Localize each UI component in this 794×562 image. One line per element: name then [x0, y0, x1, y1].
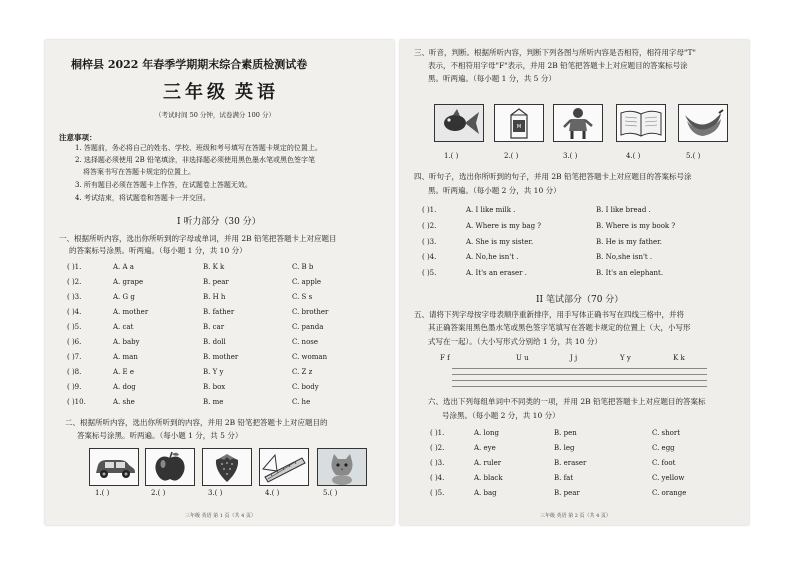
item-number[interactable]: ( )5. — [422, 269, 437, 277]
banana-icon — [679, 105, 727, 141]
q4-row — [400, 253, 749, 265]
q5-instruction: 其正确答案用黑色墨水笔或黑色签字笔填写在答题卡规定的位置上（大，小写形 — [428, 323, 691, 332]
q1-instruction: 一、根据所听内容，选出你所听到的字母或单词，并用 2B 铅笔把答题卡上对应题目 — [59, 234, 337, 243]
part-listening-heading: I 听力部分（30 分） — [177, 217, 261, 227]
q1-instruction: 的答案标号涂黑。听两遍。（每小题 1 分，共 10 分） — [69, 246, 247, 255]
q2-blank[interactable]: 1.( ) — [95, 489, 110, 497]
option-b: B. pen — [554, 429, 577, 437]
option-c: C. Z z — [292, 368, 313, 376]
grade-label: 三年级 — [163, 82, 229, 103]
option-b: B. box — [203, 383, 226, 391]
q1-row — [45, 368, 394, 380]
option-b: B. father — [203, 308, 235, 316]
option-b: B. fat — [554, 474, 574, 482]
note-item: 1. 答题前，务必将自己的姓名、学校、班级和考号填写在答题卡规定的位置上。 — [75, 144, 322, 152]
book-picture — [616, 104, 666, 142]
option-b: B. mother — [203, 353, 239, 361]
item-number[interactable]: ( )1. — [67, 263, 82, 271]
option-a: A. A a — [113, 263, 134, 271]
part-writing-heading: II 笔试部分（70 分） — [536, 295, 624, 305]
q3-blank[interactable]: 4.( ) — [626, 152, 641, 160]
ruler-picture — [259, 448, 309, 486]
q4-instruction: 黑。听两遍。（每小题 2 分，共 10 分） — [428, 186, 561, 195]
q5-instruction: 五、请将下列字母按字母表顺序重新排序，用手写体正确书写在四线三格中，并将 — [414, 310, 684, 319]
option-b: B. leg — [554, 444, 575, 452]
option-b: B. It's an elephant. — [596, 269, 664, 277]
goldfish-picture — [434, 104, 484, 142]
option-c: C. B b — [292, 263, 314, 271]
milk-picture — [494, 104, 544, 142]
option-b: B. H h — [203, 293, 226, 301]
q6-row — [400, 429, 749, 441]
option-b: B. eraser — [554, 459, 587, 467]
option-c: C. orange — [652, 489, 687, 497]
letter-pair: F f — [440, 354, 450, 362]
q3-blank[interactable]: 3.( ) — [563, 152, 578, 160]
strawberry-icon — [203, 449, 251, 485]
option-c: C. yellow — [652, 474, 685, 482]
option-a: A. dog — [113, 383, 136, 391]
notes-heading: 注意事项： — [59, 133, 97, 142]
note-item: 将答案书写在答题卡规定的位置上。 — [83, 168, 195, 176]
option-c: C. apple — [292, 278, 322, 286]
q5-instruction: 式写在一起）。（大小写形式分别给 1 分，共 10 分） — [428, 337, 602, 346]
item-number[interactable]: ( )3. — [430, 459, 445, 467]
option-a: A. mother — [113, 308, 149, 316]
q1-row — [45, 308, 394, 320]
item-number[interactable]: ( )2. — [422, 222, 437, 230]
q2-blank[interactable]: 3.( ) — [208, 489, 223, 497]
option-c: C. short — [652, 429, 681, 437]
letter-pair: J j — [570, 354, 578, 362]
writing-line[interactable] — [452, 368, 707, 369]
item-number[interactable]: ( )5. — [430, 489, 445, 497]
q1-row — [45, 383, 394, 395]
q6-row — [400, 474, 749, 486]
q6-row — [400, 444, 749, 456]
item-number[interactable]: ( )8. — [67, 368, 82, 376]
car-icon — [90, 449, 138, 485]
q1-row — [45, 323, 394, 335]
q4-row — [400, 269, 749, 281]
q1-row — [45, 353, 394, 365]
option-a: A. E e — [113, 368, 134, 376]
item-number[interactable]: ( )4. — [67, 308, 82, 316]
boy-picture — [553, 104, 603, 142]
option-c: C. nose — [292, 338, 319, 346]
q3-instruction: 三、听音，判断。根据所听内容，判断下列各图与所听内容是否相符，相符用字母"T" — [414, 48, 696, 57]
option-c: C. woman — [292, 353, 328, 361]
page-footer: 三年级 英语 第 2 页（共 4 页） — [540, 513, 611, 519]
item-number[interactable]: ( )9. — [67, 383, 82, 391]
option-c: C. foot — [652, 459, 676, 467]
writing-line[interactable] — [452, 374, 707, 375]
time-note: （考试时间 50 分钟，试卷满分 100 分） — [155, 111, 275, 119]
option-a: A. I like milk . — [466, 206, 516, 214]
option-b: B. pear — [203, 278, 229, 286]
q6-row — [400, 459, 749, 471]
apple-icon — [146, 449, 194, 485]
exam-page-1 — [45, 40, 394, 525]
option-c: C. he — [292, 398, 311, 406]
option-a: A. It's an eraser . — [466, 269, 527, 277]
item-number[interactable]: ( )3. — [67, 293, 82, 301]
item-number[interactable]: ( )10. — [67, 398, 86, 406]
option-b: B. Y y — [203, 368, 224, 376]
q4-instruction: 四、听句子，选出你所听到的句子，并用 2B 铅笔把答题卡上对应题目的答案标号涂 — [414, 172, 692, 181]
option-b: B. me — [203, 398, 224, 406]
option-b: B. K k — [203, 263, 225, 271]
milk-carton-icon — [495, 105, 543, 141]
option-a: A. black — [474, 474, 503, 482]
exam-page-2 — [400, 40, 749, 525]
option-a: A. baby — [113, 338, 140, 346]
q1-row — [45, 263, 394, 275]
option-a: A. No,he isn't . — [466, 253, 519, 261]
q1-row — [45, 398, 394, 410]
item-number[interactable]: ( )5. — [67, 323, 82, 331]
letter-pair: U u — [516, 354, 529, 362]
option-b: B. No,she isn't . — [596, 253, 653, 261]
option-a: A. bag — [474, 489, 497, 497]
note-item: 2. 选择题必须使用 2B 铅笔填涂，非选择题必须使用黑色墨水笔或黑色签字笔 — [75, 156, 315, 164]
option-a: A. grape — [113, 278, 144, 286]
writing-line[interactable] — [452, 380, 707, 381]
q6-instruction: 六、选出下列每组单词中不同类的一项，并用 2B 铅笔把答题卡上对应题目的答案标 — [428, 397, 706, 406]
q3-instruction: 表示，不相符用字母"F"表示，并用 2B 铅笔把答题卡上对应题目的答案标号涂 — [428, 61, 688, 70]
item-number[interactable]: ( )7. — [67, 353, 82, 361]
q6-instruction: 号涂黑。（每小题 2 分，共 10 分） — [442, 411, 560, 420]
item-number[interactable]: ( )1. — [430, 429, 445, 437]
item-number[interactable]: ( )4. — [430, 474, 445, 482]
item-number[interactable]: ( )1. — [422, 206, 437, 214]
q3-instruction: 黑。听两遍。（每小题 1 分，共 5 分） — [428, 74, 556, 83]
exam-title: 桐梓县 2022 年春季学期期末综合素质检测试卷 — [71, 58, 308, 71]
q3-blank[interactable]: 2.( ) — [504, 152, 519, 160]
option-a: A. man — [113, 353, 138, 361]
option-a: A. eye — [474, 444, 496, 452]
q2-blank[interactable]: 2.( ) — [151, 489, 166, 497]
option-b: B. pear — [554, 489, 580, 497]
q4-row — [400, 206, 749, 218]
q1-row — [45, 278, 394, 290]
option-b: B. He is my father. — [596, 238, 662, 246]
q6-row — [400, 489, 749, 501]
q3-blank[interactable]: 1.( ) — [444, 152, 459, 160]
option-c: C. egg — [652, 444, 675, 452]
item-number[interactable]: ( )3. — [422, 238, 437, 246]
q3-blank[interactable]: 5.( ) — [686, 152, 701, 160]
apple-picture — [145, 448, 195, 486]
option-c: C. S s — [292, 293, 313, 301]
cat-picture — [317, 448, 367, 486]
item-number[interactable]: ( )2. — [67, 278, 82, 286]
strawberry-picture — [202, 448, 252, 486]
option-a: A. ruler — [474, 459, 502, 467]
option-a: A. G g — [113, 293, 135, 301]
q2-instruction: 答案标号涂黑。听两遍。（每小题 1 分，共 5 分） — [77, 431, 243, 440]
option-a: A. she — [113, 398, 135, 406]
option-c: C. brother — [292, 308, 329, 316]
option-b: B. car — [203, 323, 225, 331]
q2-instruction: 二、根据所听内容，选出你所听到的内容，并用 2B 铅笔把答题卡上对应题目的 — [65, 418, 328, 427]
car-picture — [89, 448, 139, 486]
item-number[interactable]: ( )6. — [67, 338, 82, 346]
letter-pair: K k — [673, 354, 685, 362]
note-item: 3. 所有题目必须在答题卡上作答，在试题卷上答题无效。 — [75, 181, 252, 189]
q2-blank[interactable]: 5.( ) — [323, 489, 338, 497]
item-number[interactable]: ( )4. — [422, 253, 437, 261]
option-c: C. panda — [292, 323, 324, 331]
option-a: A. She is my sister. — [466, 238, 534, 246]
note-item: 4. 考试结束，将试题卷和答题卡一并交回。 — [75, 194, 210, 202]
banana-picture — [678, 104, 728, 142]
subject-label: 英语 — [235, 82, 279, 103]
option-b: B. doll — [203, 338, 226, 346]
option-b: B. I like bread . — [596, 206, 651, 214]
option-b: B. Where is my book ? — [596, 222, 676, 230]
option-c: C. body — [292, 383, 319, 391]
item-number[interactable]: ( )2. — [430, 444, 445, 452]
option-a: A. cat — [113, 323, 134, 331]
q1-row — [45, 293, 394, 305]
cat-icon — [318, 449, 366, 485]
goldfish-icon — [435, 105, 483, 141]
q4-row — [400, 238, 749, 250]
q4-row — [400, 222, 749, 234]
option-a: A. Where is my bag ? — [466, 222, 542, 230]
ruler-icon — [260, 449, 308, 485]
q2-blank[interactable]: 4.( ) — [265, 489, 280, 497]
q1-row — [45, 338, 394, 350]
page-footer: 三年级 英语 第 1 页（共 4 页） — [185, 513, 256, 519]
book-icon — [617, 105, 665, 141]
option-a: A. long — [474, 429, 499, 437]
writing-line[interactable] — [452, 386, 707, 387]
letter-pair: Y y — [620, 354, 631, 362]
boy-icon — [554, 105, 602, 141]
svg-text:M: M — [516, 124, 522, 130]
